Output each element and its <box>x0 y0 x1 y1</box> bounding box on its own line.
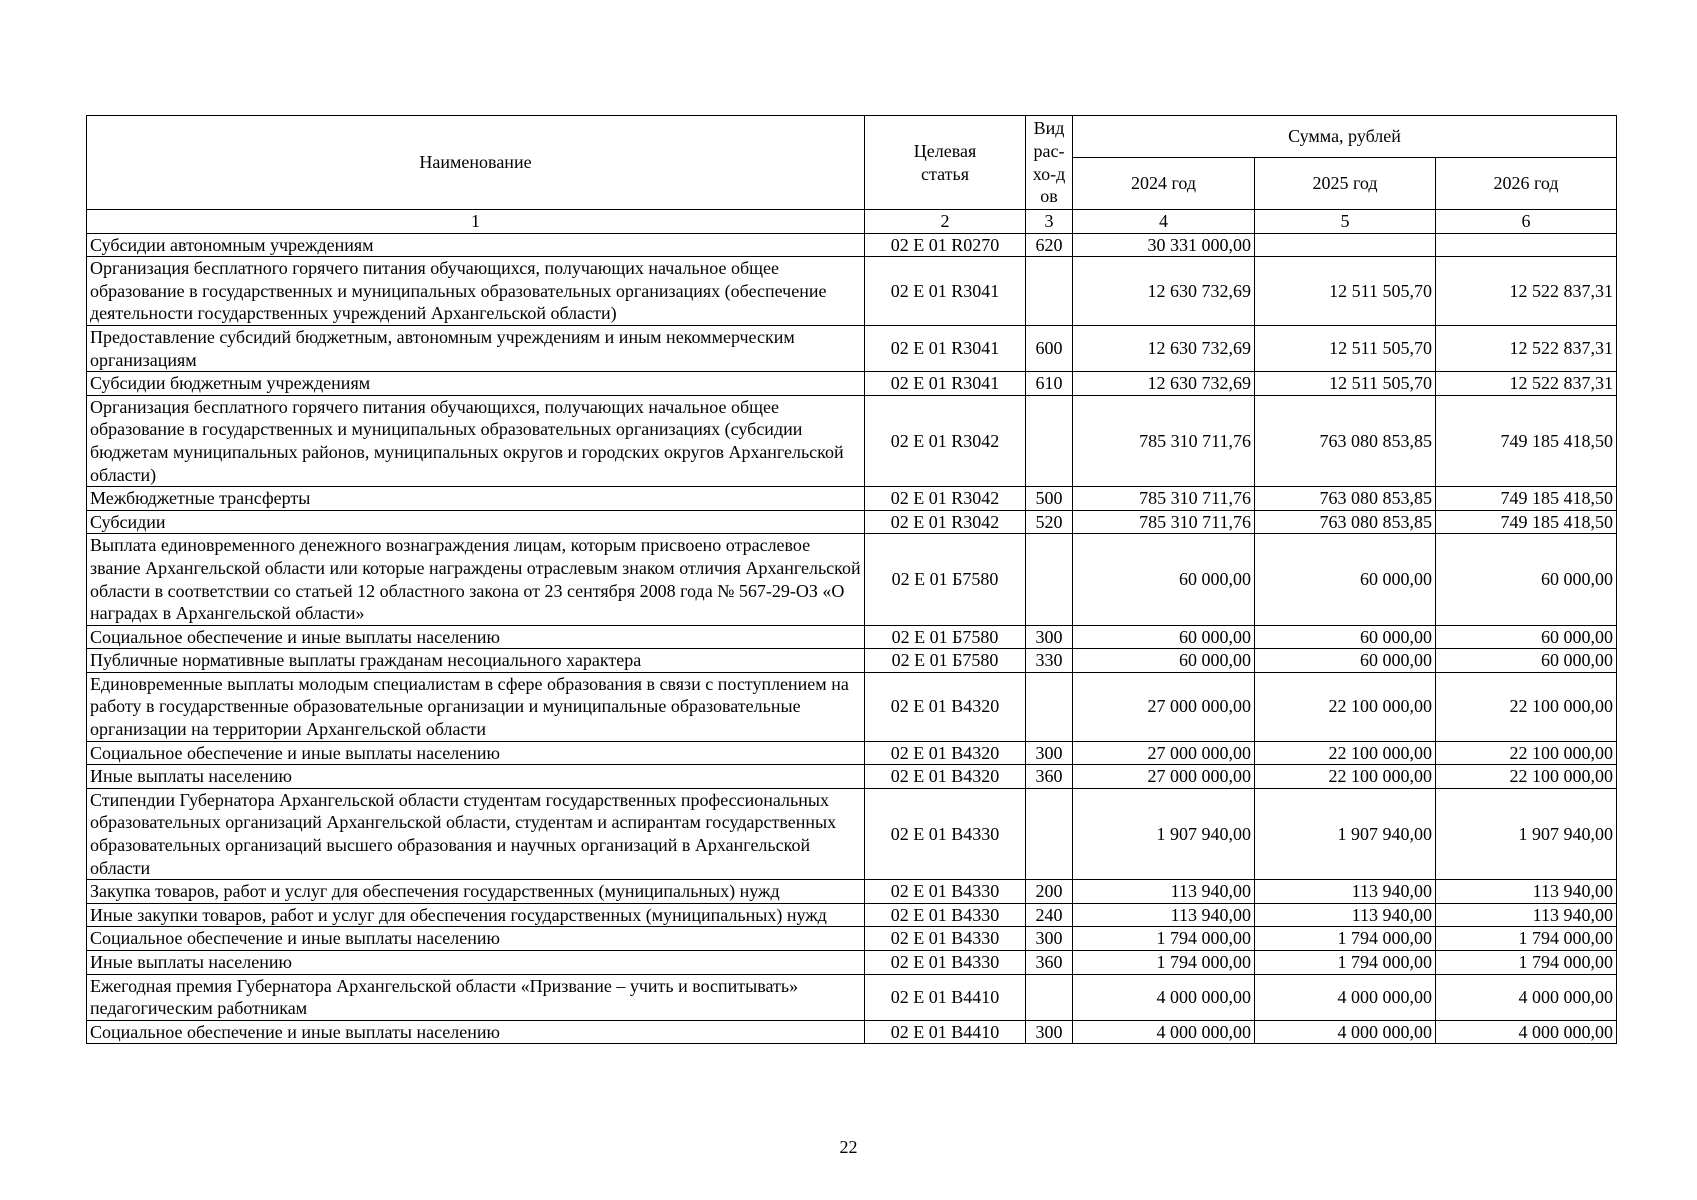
row-sum-2026: 113 940,00 <box>1436 903 1617 927</box>
row-code: 02 Е 01 В4330 <box>865 903 1026 927</box>
table-row <box>87 1020 1617 1044</box>
row-sum-2025: 113 940,00 <box>1255 880 1436 904</box>
row-sum-2024: 60 000,00 <box>1073 534 1255 625</box>
row-sum-2025: 22 100 000,00 <box>1255 672 1436 741</box>
table-row <box>87 741 1617 765</box>
table-row <box>87 534 1617 625</box>
row-kind: 200 <box>1026 880 1073 904</box>
row-sum-2026: 12 522 837,31 <box>1436 257 1617 326</box>
row-name: Предоставление субсидий бюджетным, автономным учреждениям и иным некоммерческим организациям <box>87 325 865 371</box>
row-sum-2024: 12 630 732,69 <box>1073 325 1255 371</box>
row-code: 02 Е 01 Б7580 <box>865 534 1026 625</box>
row-sum-2026 <box>1436 233 1617 257</box>
row-name: Социальное обеспечение и иные выплаты населению <box>87 741 865 765</box>
table-row <box>87 788 1617 879</box>
row-kind <box>1026 257 1073 326</box>
row-sum-2026: 113 940,00 <box>1436 880 1617 904</box>
row-kind <box>1026 788 1073 879</box>
row-sum-2025: 12 511 505,70 <box>1255 257 1436 326</box>
row-kind: 610 <box>1026 372 1073 396</box>
row-code: 02 Е 01 В4330 <box>865 927 1026 951</box>
row-kind: 240 <box>1026 903 1073 927</box>
row-name: Субсидии автономным учреждениям <box>87 233 865 257</box>
row-sum-2024: 27 000 000,00 <box>1073 741 1255 765</box>
row-code: 02 Е 01 R3041 <box>865 372 1026 396</box>
row-sum-2026: 12 522 837,31 <box>1436 325 1617 371</box>
row-kind: 300 <box>1026 1020 1073 1044</box>
row-kind: 360 <box>1026 951 1073 975</box>
row-name: Социальное обеспечение и иные выплаты населению <box>87 625 865 649</box>
row-name: Стипендии Губернатора Архангельской области студентам государственных профессиональных образовательных организаций Архангельской области, студентам и аспирантам государственных образовательных организаций высшего образования и научных организаций в Архангельской области <box>87 788 865 879</box>
table-row <box>87 672 1617 741</box>
row-kind: 300 <box>1026 625 1073 649</box>
row-sum-2024: 785 310 711,76 <box>1073 487 1255 511</box>
row-sum-2026: 1 907 940,00 <box>1436 788 1617 879</box>
table-body <box>87 233 1617 1044</box>
column-index: 1 <box>87 210 865 234</box>
column-index: 4 <box>1073 210 1255 234</box>
row-kind: 620 <box>1026 233 1073 257</box>
row-name: Единовременные выплаты молодым специалистам в сфере образования в связи с поступлением на работу в государственные образовательные организации и муниципальные образовательные организации на территории Архангельской области <box>87 672 865 741</box>
row-code: 02 Е 01 R3042 <box>865 487 1026 511</box>
row-sum-2024: 1 907 940,00 <box>1073 788 1255 879</box>
row-kind: 300 <box>1026 927 1073 951</box>
row-name: Публичные нормативные выплаты гражданам несоциального характера <box>87 649 865 673</box>
row-name: Иные выплаты населению <box>87 765 865 789</box>
header-sum: Сумма, рублей <box>1073 116 1617 158</box>
row-sum-2024: 30 331 000,00 <box>1073 233 1255 257</box>
row-code: 02 Е 01 R3041 <box>865 257 1026 326</box>
table-row <box>87 487 1617 511</box>
row-sum-2024: 113 940,00 <box>1073 903 1255 927</box>
row-kind: 500 <box>1026 487 1073 511</box>
row-sum-2025: 60 000,00 <box>1255 649 1436 673</box>
row-sum-2025: 4 000 000,00 <box>1255 974 1436 1020</box>
row-code: 02 Е 01 В4320 <box>865 672 1026 741</box>
row-name: Социальное обеспечение и иные выплаты населению <box>87 1020 865 1044</box>
row-name: Иные выплаты населению <box>87 951 865 975</box>
row-sum-2026: 1 794 000,00 <box>1436 927 1617 951</box>
row-code: 02 Е 01 Б7580 <box>865 649 1026 673</box>
row-kind: 330 <box>1026 649 1073 673</box>
row-kind <box>1026 672 1073 741</box>
row-code: 02 Е 01 В4410 <box>865 974 1026 1020</box>
row-sum-2025: 1 794 000,00 <box>1255 927 1436 951</box>
row-sum-2024: 4 000 000,00 <box>1073 1020 1255 1044</box>
row-sum-2024: 12 630 732,69 <box>1073 257 1255 326</box>
table-row <box>87 395 1617 486</box>
row-sum-2025: 763 080 853,85 <box>1255 510 1436 534</box>
row-code: 02 Е 01 В4330 <box>865 951 1026 975</box>
header-year-2024: 2024 год <box>1073 158 1255 210</box>
row-sum-2026: 22 100 000,00 <box>1436 765 1617 789</box>
row-name: Межбюджетные трансферты <box>87 487 865 511</box>
row-sum-2026: 749 185 418,50 <box>1436 487 1617 511</box>
row-code: 02 Е 01 R0270 <box>865 233 1026 257</box>
row-code: 02 Е 01 В4320 <box>865 741 1026 765</box>
row-sum-2025: 60 000,00 <box>1255 625 1436 649</box>
row-kind: 300 <box>1026 741 1073 765</box>
row-sum-2024: 785 310 711,76 <box>1073 510 1255 534</box>
row-code: 02 Е 01 В4410 <box>865 1020 1026 1044</box>
row-name: Выплата единовременного денежного вознаграждения лицам, которым присвоено отраслевое звание Архангельской области или которые награждены отраслевым знаком отличия Архангельской области в соответствии со статьей 12 областного закона от 23 сентября 2008 года № 567-29-ОЗ «О наградах в Архангельской области» <box>87 534 865 625</box>
column-index: 5 <box>1255 210 1436 234</box>
column-index: 2 <box>865 210 1026 234</box>
header-target-text: Целевая статья <box>913 140 977 184</box>
row-sum-2026: 22 100 000,00 <box>1436 672 1617 741</box>
row-sum-2026: 60 000,00 <box>1436 649 1617 673</box>
row-code: 02 Е 01 В4330 <box>865 788 1026 879</box>
header-target-article <box>865 116 1026 210</box>
table-row <box>87 974 1617 1020</box>
row-name: Субсидии <box>87 510 865 534</box>
row-sum-2024: 4 000 000,00 <box>1073 974 1255 1020</box>
table-row <box>87 765 1617 789</box>
row-code: 02 Е 01 В4330 <box>865 880 1026 904</box>
table-row <box>87 649 1617 673</box>
table-row <box>87 233 1617 257</box>
row-sum-2026: 60 000,00 <box>1436 625 1617 649</box>
row-sum-2025: 12 511 505,70 <box>1255 325 1436 371</box>
row-sum-2026: 1 794 000,00 <box>1436 951 1617 975</box>
table-row <box>87 372 1617 396</box>
row-sum-2024: 785 310 711,76 <box>1073 395 1255 486</box>
row-sum-2024: 1 794 000,00 <box>1073 951 1255 975</box>
row-sum-2024: 113 940,00 <box>1073 880 1255 904</box>
row-sum-2025: 763 080 853,85 <box>1255 395 1436 486</box>
table-row <box>87 325 1617 371</box>
row-sum-2024: 27 000 000,00 <box>1073 765 1255 789</box>
row-code: 02 Е 01 Б7580 <box>865 625 1026 649</box>
table-row <box>87 880 1617 904</box>
row-name: Закупка товаров, работ и услуг для обеспечения государственных (муниципальных) нужд <box>87 880 865 904</box>
row-name: Социальное обеспечение и иные выплаты населению <box>87 927 865 951</box>
row-sum-2026: 60 000,00 <box>1436 534 1617 625</box>
table-row <box>87 625 1617 649</box>
row-sum-2025: 113 940,00 <box>1255 903 1436 927</box>
header-year-2025: 2025 год <box>1255 158 1436 210</box>
table-row <box>87 927 1617 951</box>
table-row <box>87 257 1617 326</box>
row-code: 02 Е 01 В4320 <box>865 765 1026 789</box>
row-kind: 600 <box>1026 325 1073 371</box>
row-sum-2025 <box>1255 233 1436 257</box>
column-index: 3 <box>1026 210 1073 234</box>
budget-table <box>86 115 1617 1044</box>
row-sum-2025: 1 907 940,00 <box>1255 788 1436 879</box>
row-code: 02 Е 01 R3042 <box>865 510 1026 534</box>
row-name: Ежегодная премия Губернатора Архангельской области «Призвание – учить и воспитывать» педагогическим работникам <box>87 974 865 1020</box>
row-kind: 520 <box>1026 510 1073 534</box>
row-kind: 360 <box>1026 765 1073 789</box>
row-sum-2026: 4 000 000,00 <box>1436 974 1617 1020</box>
table-row <box>87 903 1617 927</box>
row-sum-2025: 763 080 853,85 <box>1255 487 1436 511</box>
page-number: 22 <box>839 1137 858 1157</box>
table-row <box>87 951 1617 975</box>
row-name: Субсидии бюджетным учреждениям <box>87 372 865 396</box>
row-sum-2024: 60 000,00 <box>1073 625 1255 649</box>
row-sum-2026: 749 185 418,50 <box>1436 395 1617 486</box>
row-sum-2026: 22 100 000,00 <box>1436 741 1617 765</box>
column-index: 6 <box>1436 210 1617 234</box>
row-code: 02 Е 01 R3042 <box>865 395 1026 486</box>
row-sum-2025: 22 100 000,00 <box>1255 741 1436 765</box>
header-year-2026: 2026 год <box>1436 158 1617 210</box>
header-expense-kind <box>1026 116 1073 210</box>
row-name: Иные закупки товаров, работ и услуг для обеспечения государственных (муниципальных) нужд <box>87 903 865 927</box>
row-sum-2025: 60 000,00 <box>1255 534 1436 625</box>
row-sum-2025: 1 794 000,00 <box>1255 951 1436 975</box>
row-sum-2024: 1 794 000,00 <box>1073 927 1255 951</box>
row-sum-2024: 27 000 000,00 <box>1073 672 1255 741</box>
row-sum-2025: 12 511 505,70 <box>1255 372 1436 396</box>
header-kind-text: Вид рас-хо-дов <box>1032 118 1066 207</box>
row-sum-2026: 12 522 837,31 <box>1436 372 1617 396</box>
table-row <box>87 510 1617 534</box>
row-kind <box>1026 395 1073 486</box>
row-kind <box>1026 534 1073 625</box>
row-sum-2025: 22 100 000,00 <box>1255 765 1436 789</box>
row-sum-2025: 4 000 000,00 <box>1255 1020 1436 1044</box>
row-sum-2026: 4 000 000,00 <box>1436 1020 1617 1044</box>
row-sum-2026: 749 185 418,50 <box>1436 510 1617 534</box>
column-index-row <box>87 210 1617 234</box>
row-name: Организация бесплатного горячего питания обучающихся, получающих начальное общее образование в государственных и муниципальных образовательных организациях (обеспечение деятельности государственных учреждений Архангельской области) <box>87 257 865 326</box>
row-kind <box>1026 974 1073 1020</box>
row-sum-2024: 12 630 732,69 <box>1073 372 1255 396</box>
row-name: Организация бесплатного горячего питания обучающихся, получающих начальное общее образование в государственных и муниципальных образовательных организациях (субсидии бюджетам муниципальных районов, муниципальных округов и городских округов Архангельской области) <box>87 395 865 486</box>
row-code: 02 Е 01 R3041 <box>865 325 1026 371</box>
row-sum-2024: 60 000,00 <box>1073 649 1255 673</box>
header-name: Наименование <box>87 116 865 210</box>
